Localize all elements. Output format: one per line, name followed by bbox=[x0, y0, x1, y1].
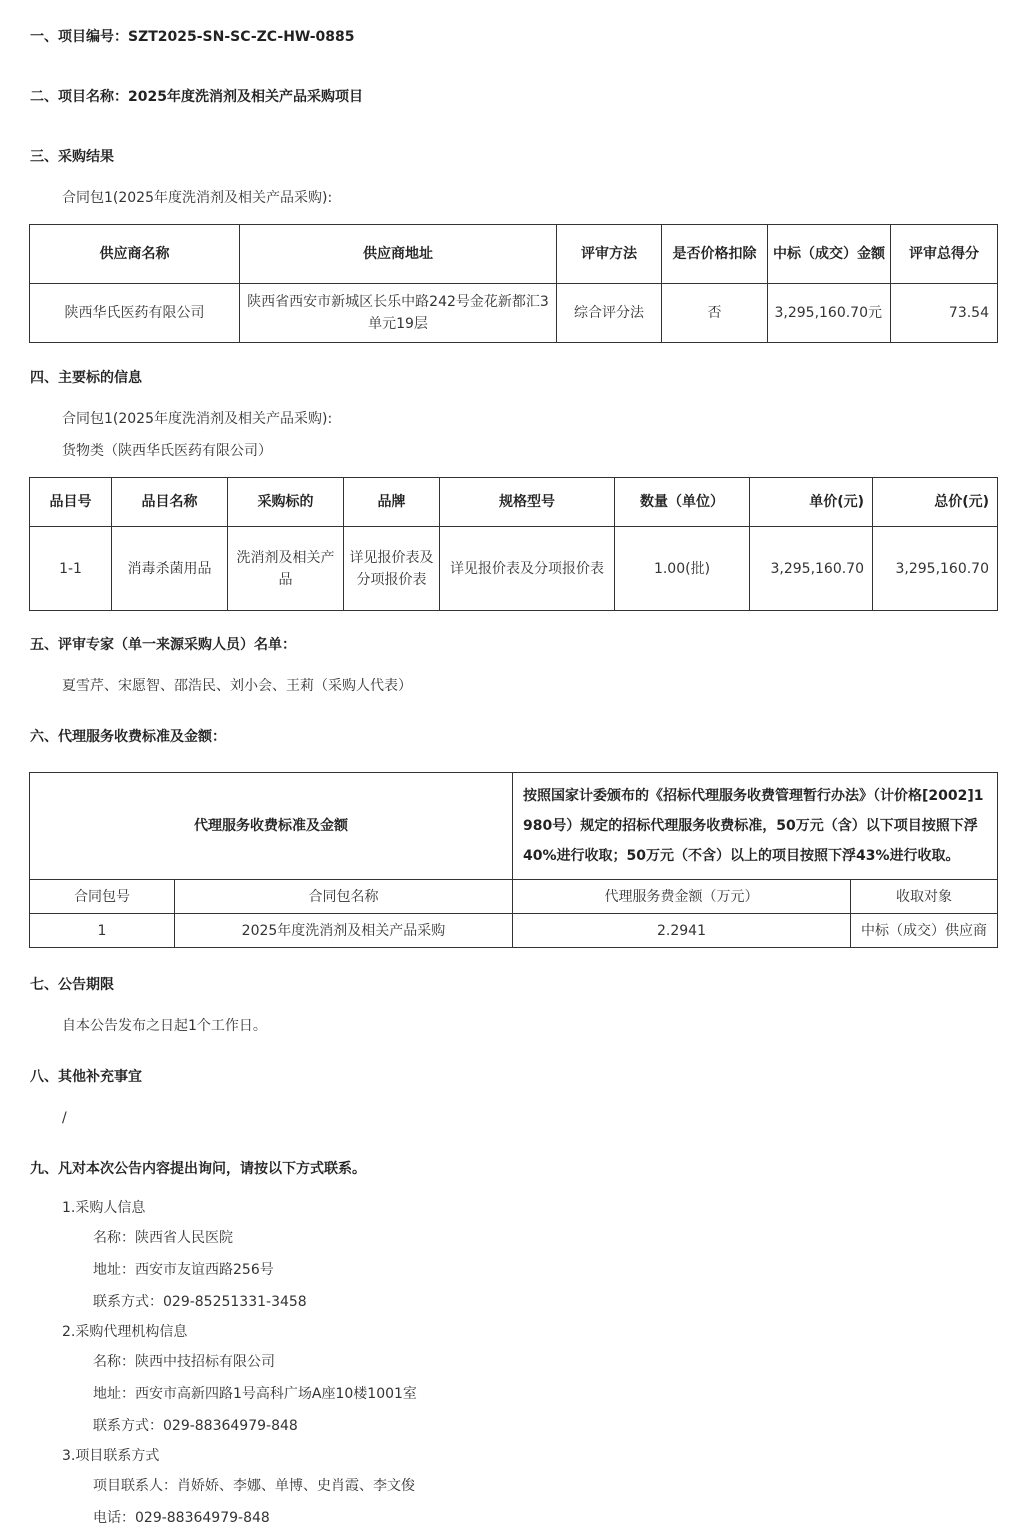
section-4-title: 四、主要标的信息 bbox=[30, 370, 142, 386]
expert-names: 夏雪芹、宋愿智、邵浩民、刘小会、王莉（采购人代表） bbox=[62, 678, 412, 694]
result-header-amount: 中标（成交）金额 bbox=[768, 225, 891, 284]
items-cell-unit-price: 3,295,160.70 bbox=[750, 527, 873, 611]
result-header-method: 评审方法 bbox=[557, 225, 662, 284]
agency-name: 名称：陕西中技招标有限公司 bbox=[93, 1354, 275, 1370]
items-header-total: 总价(元) bbox=[873, 478, 998, 527]
items-table bbox=[29, 477, 998, 611]
fee-cell-amount: 2.2941 bbox=[513, 914, 851, 948]
result-cell-method: 综合评分法 bbox=[557, 284, 662, 343]
result-cell-deduction: 否 bbox=[662, 284, 768, 343]
items-header-no: 品目号 bbox=[30, 478, 112, 527]
project-name-label: 二、项目名称： bbox=[30, 89, 128, 105]
items-cell-spec: 详见报价表及分项报价表 bbox=[440, 527, 615, 611]
items-cell-no: 1-1 bbox=[30, 527, 112, 611]
items-category-label: 货物类（陕西华氏医药有限公司） bbox=[62, 443, 272, 459]
notice-period-text: 自本公告发布之日起1个工作日。 bbox=[62, 1018, 267, 1034]
buyer-info-title: 1.采购人信息 bbox=[62, 1200, 146, 1216]
buyer-address: 地址：西安市友谊西路256号 bbox=[93, 1262, 274, 1278]
project-name bbox=[30, 87, 363, 107]
items-cell-brand: 详见报价表及分项报价表 bbox=[344, 527, 440, 611]
result-cell-address: 陕西省西安市新城区长乐中路242号金花新都汇3单元19层 bbox=[240, 284, 557, 343]
other-matters-text: / bbox=[62, 1110, 67, 1126]
result-table bbox=[29, 224, 998, 343]
fee-header-package-no: 合同包号 bbox=[30, 880, 175, 914]
items-header-target: 采购标的 bbox=[228, 478, 344, 527]
buyer-name: 名称：陕西省人民医院 bbox=[93, 1230, 233, 1246]
items-cell-total: 3,295,160.70 bbox=[873, 527, 998, 611]
project-number-value: SZT2025-SN-SC-ZC-HW-0885 bbox=[128, 29, 355, 45]
section-3-title: 三、采购结果 bbox=[30, 149, 114, 165]
agency-address: 地址：西安市高新四路1号高科广场A座10楼1001室 bbox=[93, 1386, 417, 1402]
fee-cell-package-name: 2025年度洗消剂及相关产品采购 bbox=[175, 914, 513, 948]
result-cell-score: 73.54 bbox=[891, 284, 998, 343]
result-header-address: 供应商地址 bbox=[240, 225, 557, 284]
fee-header-package-name: 合同包名称 bbox=[175, 880, 513, 914]
result-header-deduction: 是否价格扣除 bbox=[662, 225, 768, 284]
fee-standard-label: 代理服务收费标准及金额 bbox=[30, 773, 513, 880]
items-header-unit-price: 单价(元) bbox=[750, 478, 873, 527]
result-package-label: 合同包1(2025年度洗消剂及相关产品采购): bbox=[62, 190, 333, 206]
agency-info-title: 2.采购代理机构信息 bbox=[62, 1324, 188, 1340]
items-header-qty: 数量（单位） bbox=[615, 478, 750, 527]
items-cell-name: 消毒杀菌用品 bbox=[112, 527, 228, 611]
items-header-spec: 规格型号 bbox=[440, 478, 615, 527]
project-number-label: 一、项目编号： bbox=[30, 29, 128, 45]
items-cell-target: 洗消剂及相关产品 bbox=[228, 527, 344, 611]
fee-cell-package-no: 1 bbox=[30, 914, 175, 948]
result-header-supplier: 供应商名称 bbox=[30, 225, 240, 284]
items-package-label: 合同包1(2025年度洗消剂及相关产品采购): bbox=[62, 411, 333, 427]
project-contact-people: 项目联系人：肖娇娇、李娜、单博、史肖霞、李文俊 bbox=[93, 1478, 415, 1494]
agency-contact: 联系方式：029-88364979-848 bbox=[93, 1418, 298, 1434]
project-contact-title: 3.项目联系方式 bbox=[62, 1448, 160, 1464]
items-header-name: 品目名称 bbox=[112, 478, 228, 527]
items-header-brand: 品牌 bbox=[344, 478, 440, 527]
result-cell-supplier: 陕西华氏医药有限公司 bbox=[30, 284, 240, 343]
fee-standard-text: 按照国家计委颁布的《招标代理服务收费管理暂行办法》（计价格[2002]1980号）规定的招标代理服务收费标准，50万元（含）以下项目按照下浮40%进行收取；50万元（不含）以上的项目按照下浮43%进行收取。 bbox=[513, 773, 998, 880]
project-contact-phone: 电话：029-88364979-848 bbox=[93, 1510, 270, 1526]
fee-cell-target: 中标（成交）供应商 bbox=[851, 914, 998, 948]
result-cell-amount: 3,295,160.70元 bbox=[768, 284, 891, 343]
fee-header-target: 收取对象 bbox=[851, 880, 998, 914]
project-name-value: 2025年度洗消剂及相关产品采购项目 bbox=[128, 89, 363, 105]
section-5-title: 五、评审专家（单一来源采购人员）名单： bbox=[30, 637, 296, 653]
items-cell-qty: 1.00(批) bbox=[615, 527, 750, 611]
section-8-title: 八、其他补充事宜 bbox=[30, 1069, 142, 1085]
fee-table bbox=[29, 772, 998, 948]
buyer-contact: 联系方式：029-85251331-3458 bbox=[93, 1294, 307, 1310]
fee-header-amount: 代理服务费金额（万元） bbox=[513, 880, 851, 914]
section-7-title: 七、公告期限 bbox=[30, 977, 114, 993]
section-9-title: 九、凡对本次公告内容提出询问，请按以下方式联系。 bbox=[30, 1161, 366, 1177]
project-number bbox=[30, 27, 355, 47]
result-header-score: 评审总得分 bbox=[891, 225, 998, 284]
section-6-title: 六、代理服务收费标准及金额： bbox=[30, 729, 226, 745]
